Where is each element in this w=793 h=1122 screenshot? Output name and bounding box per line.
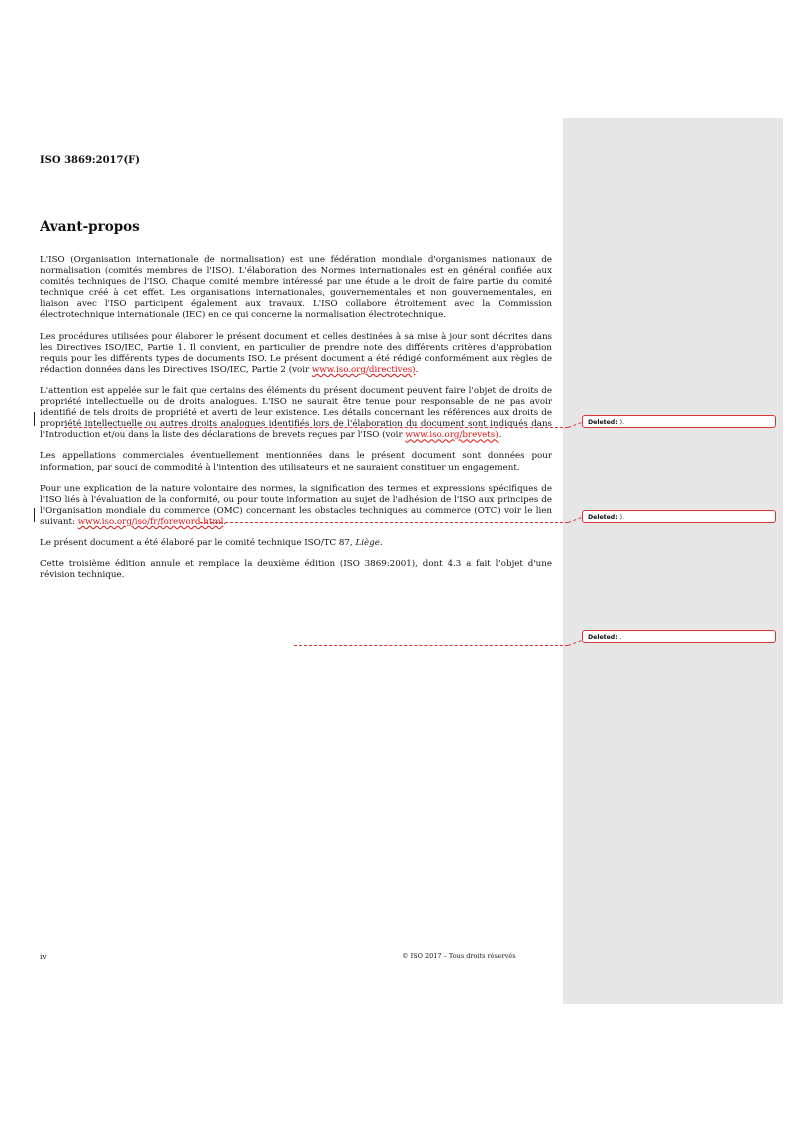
paragraph: L'attention est appelée sur le fait que certains des éléments du présent document peuvent faire l'objet de droits de propriété intellectuelle ou de droits analogues. L'ISO ne saurait être tenue pour responsable de ne pas avoir identifié de tels droits de propriété et averti de leur existence. Les détails concernant les références aux droits de propriété intellectuelle ou autres droits analogues identifiés lors de l'élaboration du document sont indiqués dans l'Introduction et/ou dans la liste des déclarations de brevets reçues par l'ISO (voir www.iso.org/brevets). [40,385,552,441]
directives-link[interactable]: www.iso.org/directives) [311,364,416,375]
comment-balloon[interactable]: Deleted: ). [582,510,776,523]
paragraph: Cette troisième édition annule et remplace la deuxième édition (ISO 3869:2001), dont 4.3 a fait l'objet d'une révision technique. [40,559,552,581]
paragraph: Les appellations commerciales éventuellement mentionnées dans le présent document sont données pour information, par souci de commodité à l'intention des utilisateurs et ne sauraient constituer un engagement. [40,451,552,473]
document-body [40,255,552,591]
change-bar [34,412,35,426]
copyright-notice: © ISO 2017 – Tous droits réservés [402,952,516,960]
comment-balloon[interactable]: Deleted: . [582,630,776,643]
foreword-link[interactable]: www.iso.org/iso/fr/foreword.html [77,516,224,527]
page-number: iv [40,952,47,961]
markup-pane [563,118,783,1004]
section-title: Avant-propos [40,219,140,235]
comment-balloon[interactable]: Deleted: ). [582,415,776,428]
paragraph: Le présent document a été élaboré par le comité technique ISO/TC 87, Liège. [40,537,383,548]
comment-leader [200,522,568,523]
document-id: ISO 3869:2017(F) [40,155,141,166]
comment-leader [64,427,568,428]
paragraph: L'ISO (Organisation internationale de normalisation) est une fédération mondiale d'organismes nationaux de normalisation (comités membres de l'ISO). L'élaboration des Normes internationales est en général confiée aux comités techniques de l'ISO. Chaque comité membre intéressé par une étude a le droit de faire partie du comité technique créé à cet effet. Les organisations internationales, gouvernementales et non gouvernementales, en liaison avec l'ISO participent également aux travaux. L'ISO collabore étroitement avec la Commission électrotechnique internationale (IEC) en ce qui concerne la normalisation électrotechnique. [40,255,552,321]
paragraph: Pour une explication de la nature volontaire des normes, la signification des termes et expressions spécifiques de l'ISO liés à l'évaluation de la conformité, ou pour toute information au sujet de l'adhésion de l'ISO aux principes de l'Organisation mondiale du commerce (OMC) concernant les obstacles techniques au commerce (OTC) voir le lien suivant: www.iso.org/iso/fr/foreword.html. [40,483,552,527]
change-bar [34,508,35,522]
comment-leader [294,645,568,646]
paragraph: Les procédures utilisées pour élaborer le présent document et celles destinées à sa mise à jour sont décrites dans les Directives ISO/IEC, Partie 1. Il convient, en particulier de prendre note des différents critères d'approbation requis pour les différents types de documents ISO. Le présent document a été rédigé conformément aux règles de rédaction données dans les Directives ISO/IEC, Partie 2 (voir www.iso.org/directives). [40,331,552,375]
patents-link[interactable]: www.iso.org/brevets) [405,430,499,441]
